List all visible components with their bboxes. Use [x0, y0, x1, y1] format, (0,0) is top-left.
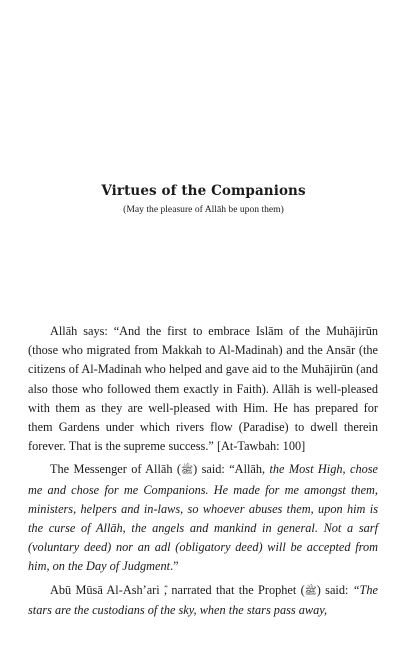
paragraph-text: , narrated that the Prophet (	[164, 582, 305, 597]
paragraph-hadith-companions	[28, 460, 378, 576]
paragraph-text: ) said: “Allāh,	[193, 462, 270, 477]
paragraph-text: The Messenger of Allāh (	[50, 462, 181, 477]
paragraph-hadith-stars	[28, 581, 378, 620]
paragraph-text: Allāh says: “And the first to embrace Islām of the Muhājirūn (those who migrated from Makkah to Al-Madinah) and the Ansār (the citizens of Al-Madinah who helped and gave aid to the Muhājirūn (and also those who followed them exactly in Faith). Allāh is well-pleased with them as they are well-pleased with Him. He has prepared for them Gardens under which rivers flow (Paradise) to dwell therein forever. That is the supreme success.” [At-Tawbah: 100]	[28, 324, 378, 454]
chapter-title: Virtues of the Companions	[101, 183, 306, 199]
paragraph-quran-verse	[28, 322, 378, 456]
paragraph-text: Abū Mūsā Al-Ash’ari	[50, 582, 164, 597]
paragraph-text: ) said:	[316, 582, 349, 597]
paragraph-text: .”	[170, 559, 179, 574]
salutation-symbol: ﷺ	[304, 585, 317, 597]
paragraph-italic-text: “The stars are the custodians of the sky, when the stars pass away,	[28, 582, 378, 617]
body-text	[28, 322, 378, 624]
paragraph-italic-text: the Most High, chose me and chose for me Companions. He made for me amongst them, ministers, helpers and in-laws, so whoever abuses them, upon him is the curse of Allāh, the angels and mankind in general. Not a sarf (voluntary deed) nor an adl (obligatory deed) will be accepted from him, on the Day of Judgment	[28, 462, 378, 574]
chapter-subtitle: (May the pleasure of Allāh be upon them)	[123, 204, 284, 215]
salutation-symbol: ﷺ	[181, 465, 194, 477]
